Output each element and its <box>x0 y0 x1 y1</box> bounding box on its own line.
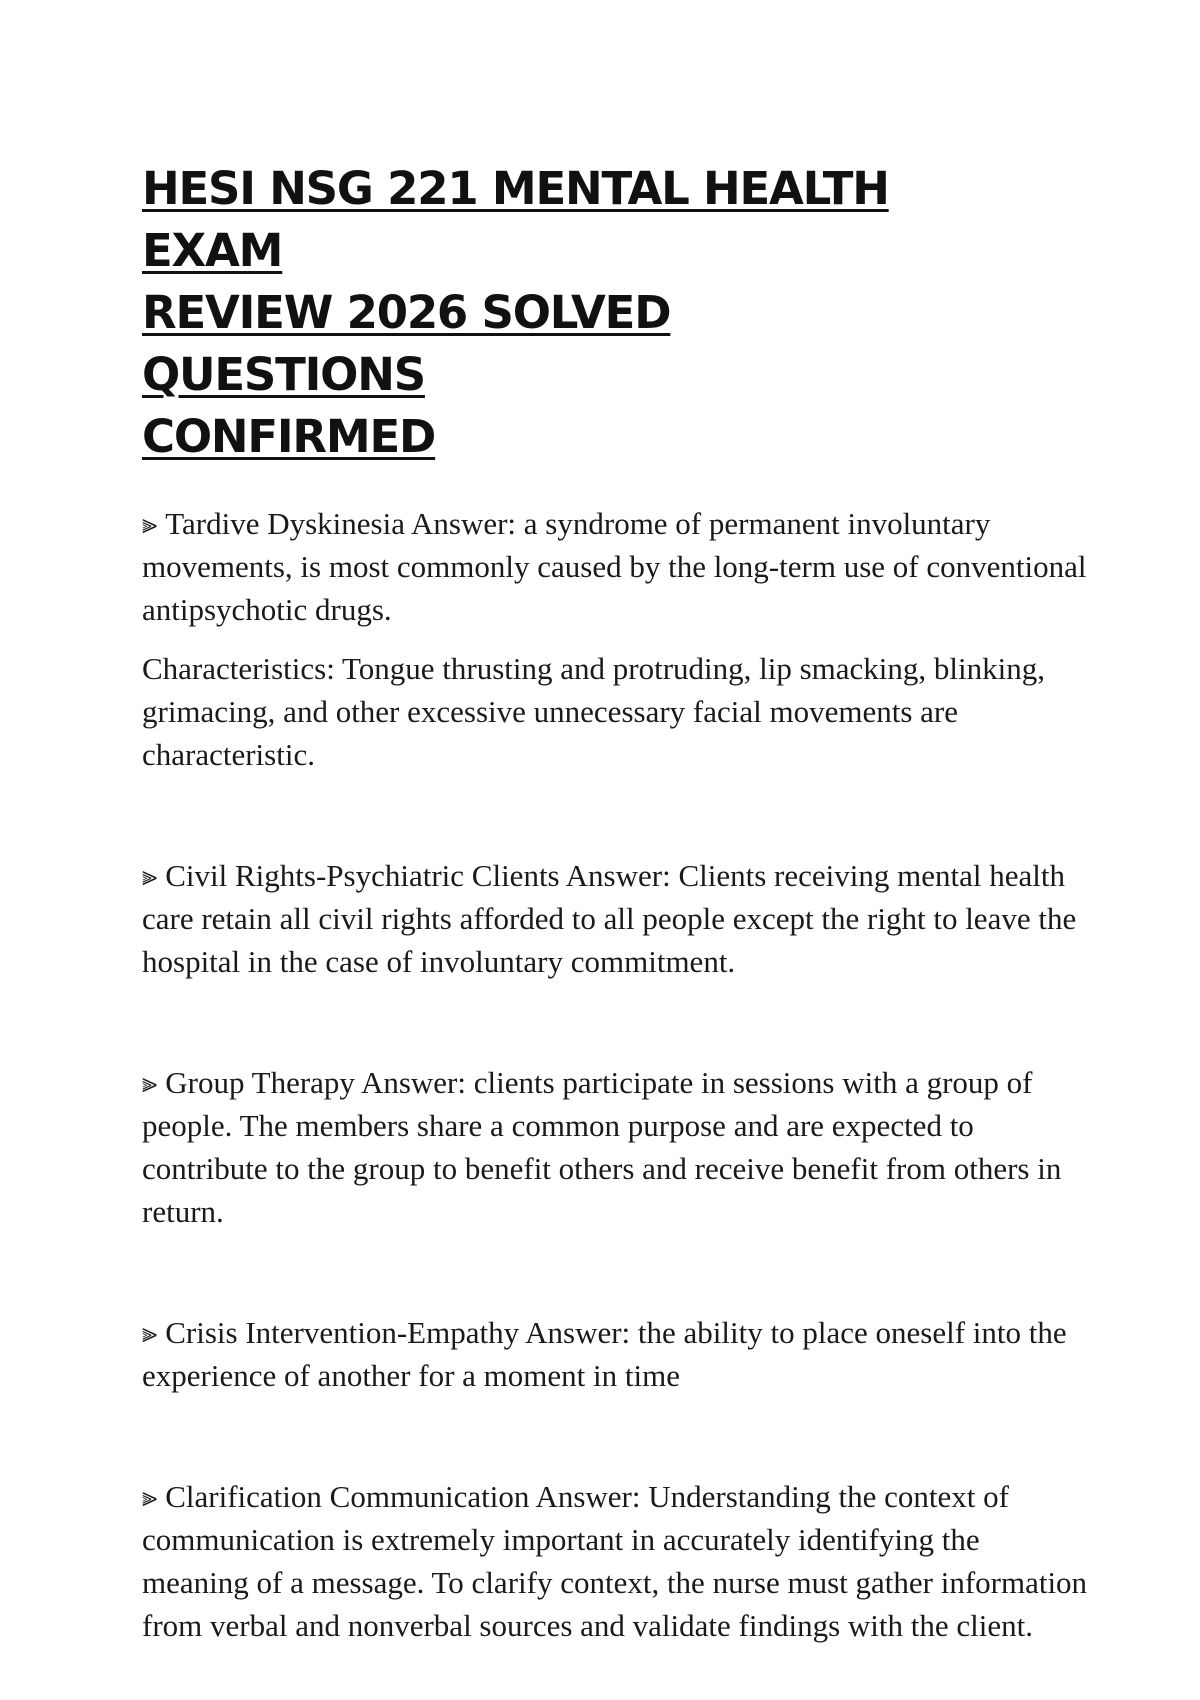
qa-entry-text: Crisis Intervention-Empathy Answer: the ability to place oneself into the experience of another for a moment in time <box>142 1315 1067 1393</box>
qa-entry-tardive-dyskinesia <box>142 502 1090 776</box>
qa-entry-text-wrapper <box>142 502 1090 631</box>
title-line-3: CONFIRMED <box>142 410 436 463</box>
arrowhead-bullet-icon: ⫸ <box>142 861 158 892</box>
qa-entry-text: Tardive Dyskinesia Answer: a syndrome of permanent involuntary movements, is most commonly caused by the long-term use of conventional antipsychotic drugs. <box>142 506 1087 627</box>
document-title <box>142 158 962 468</box>
arrowhead-bullet-icon: ⫸ <box>142 1482 158 1513</box>
qa-entry-text: Group Therapy Answer: clients participate in sessions with a group of people. The members share a common purpose and are expected to contribute to the group to benefit others and receive benefit from others in return. <box>142 1065 1062 1229</box>
arrowhead-bullet-icon: ⫸ <box>142 1068 158 1099</box>
qa-entry-text-wrapper <box>142 1311 1090 1397</box>
arrowhead-bullet-icon: ⫸ <box>142 509 158 540</box>
title-line-2: REVIEW 2026 SOLVED QUESTIONS <box>142 286 671 401</box>
arrowhead-bullet-icon: ⫸ <box>142 1318 158 1349</box>
qa-entry-crisis-intervention <box>142 1311 1090 1397</box>
qa-entry-civil-rights <box>142 854 1090 983</box>
title-line-1: HESI NSG 221 MENTAL HEALTH EXAM <box>142 162 889 277</box>
qa-entry-characteristics: Characteristics: Tongue thrusting and protruding, lip smacking, blinking, grimacing, and other excessive unnecessary facial movements are characteristic. <box>142 651 1046 772</box>
qa-entry-clarification <box>142 1475 1090 1647</box>
qa-entry-group-therapy <box>142 1061 1090 1233</box>
qa-entry-text-wrapper <box>142 1475 1090 1647</box>
qa-entry-text-wrapper <box>142 1061 1090 1233</box>
qa-entry-text-wrapper <box>142 854 1090 983</box>
qa-entry-text: Civil Rights-Psychiatric Clients Answer: Clients receiving mental health care retain all civil rights afforded to all people except the right to leave the hospital in the case of involuntary commitment. <box>142 858 1077 979</box>
qa-entry-text: Clarification Communication Answer: Understanding the context of communication is extremely important in accurately identifying the meaning of a message. To clarify context, the nurse must gather information from verbal and nonverbal sources and validate findings with the client. <box>142 1479 1088 1643</box>
